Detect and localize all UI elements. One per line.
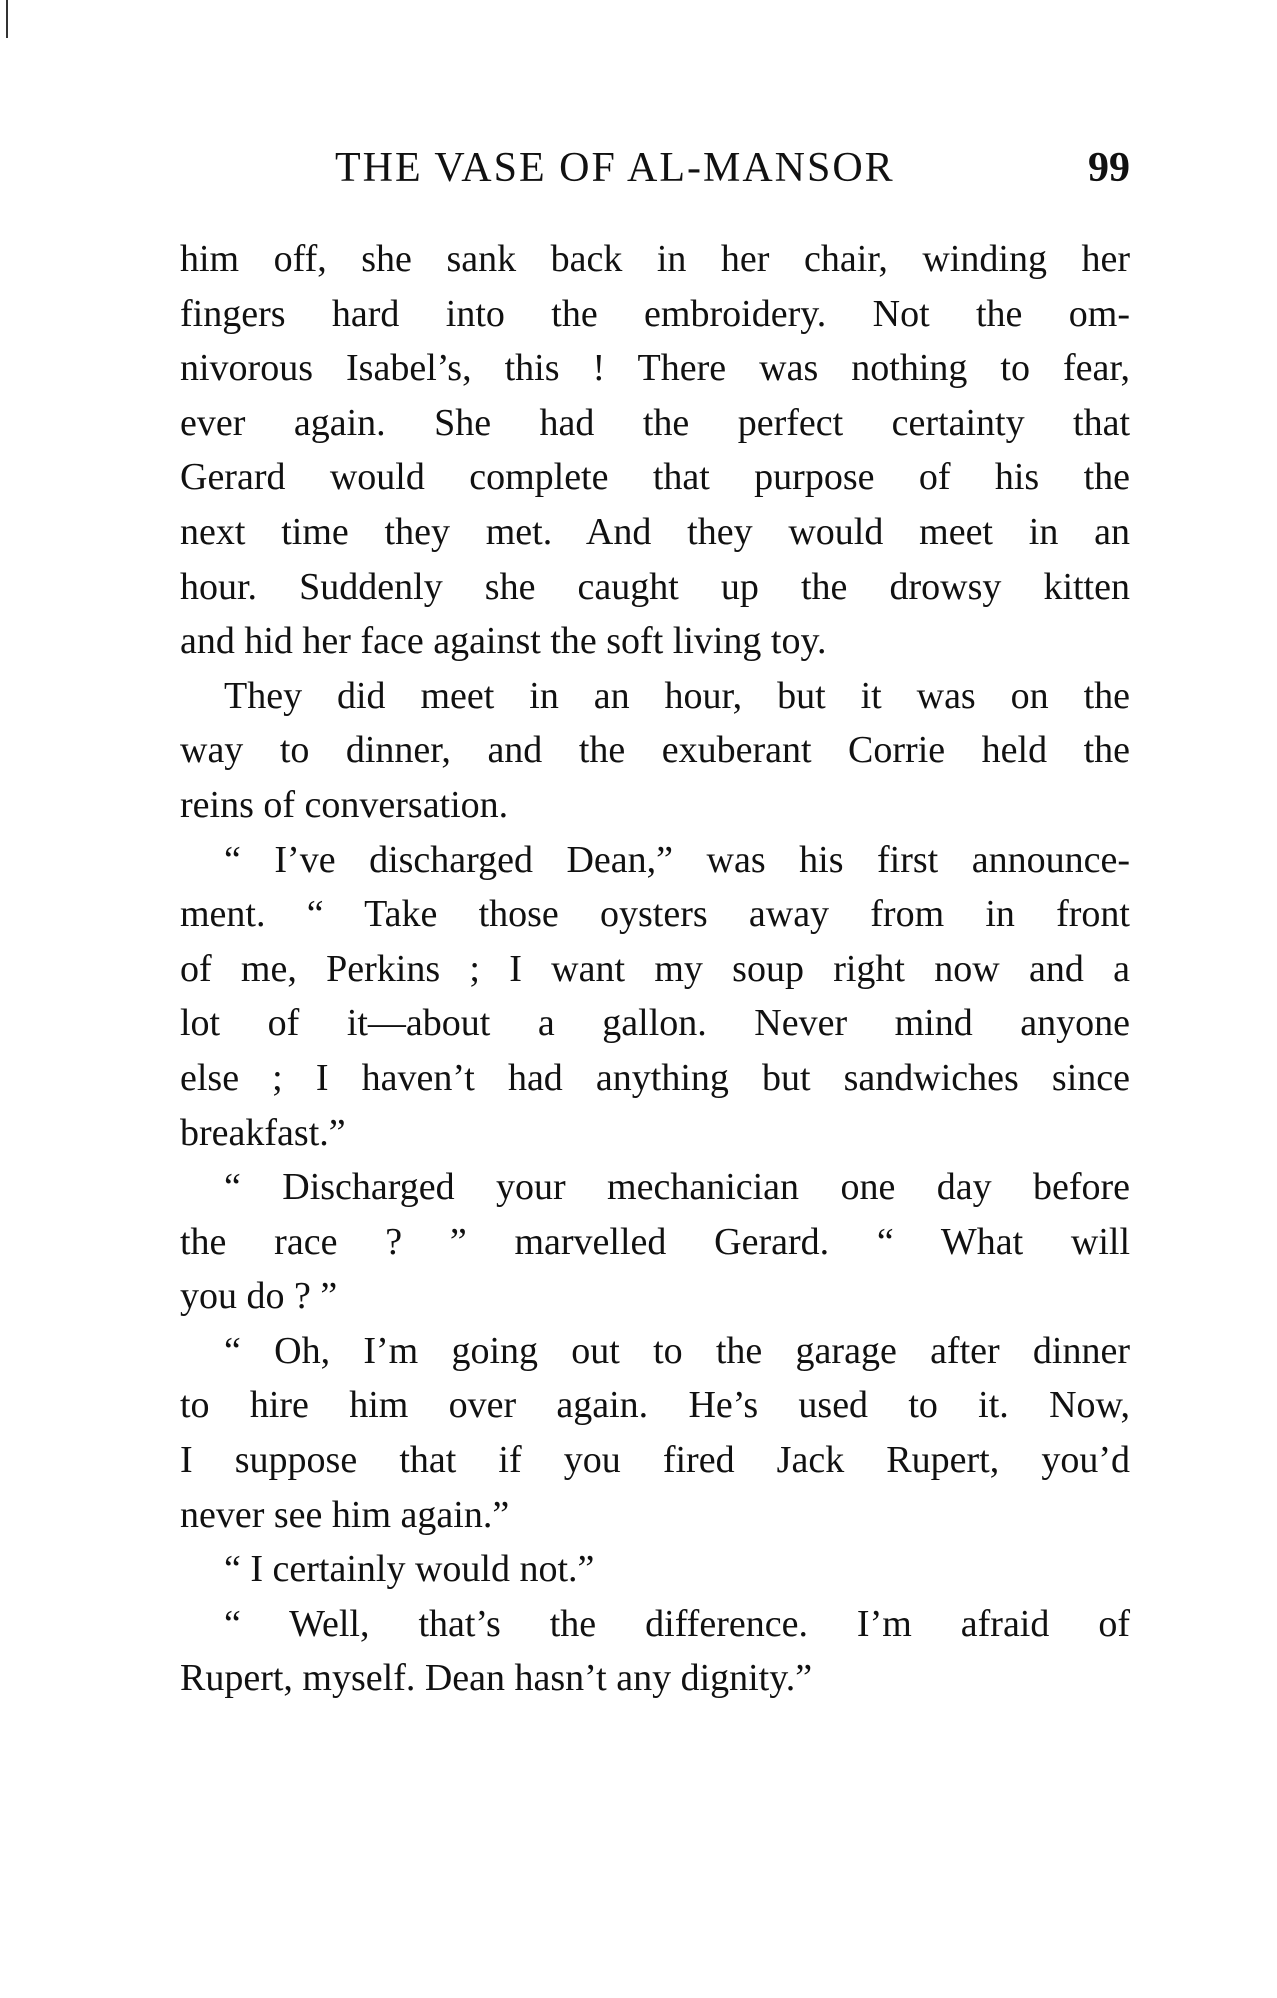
paragraph: [180, 232, 1130, 669]
text-line: to hire him over again. He’s used to it. Now,: [180, 1384, 1130, 1427]
text-line: next time they met. And they would meet in an: [180, 510, 1130, 553]
text-line: way to dinner, and the exuberant Corrie held the: [180, 729, 1130, 772]
body-text: [180, 232, 1130, 1706]
text-line: else ; I haven’t had anything but sandwiches since: [180, 1056, 1130, 1099]
text-line: “ I certainly would not.”: [224, 1548, 595, 1591]
text-line: ever again. She had the perfect certainty that: [180, 401, 1130, 444]
text-line: “ Oh, I’m going out to the garage after dinner: [224, 1329, 1130, 1372]
paragraph: [180, 1597, 1130, 1706]
text-line: “ I’ve discharged Dean,” was his first announce-: [224, 838, 1130, 881]
paragraph: [180, 1160, 1130, 1324]
text-line: him off, she sank back in her chair, winding her: [180, 238, 1130, 280]
paragraph: [180, 833, 1130, 1161]
paragraph: [180, 1324, 1130, 1542]
scan-margin-mark: [6, 0, 8, 38]
text-line: of me, Perkins ; I want my soup right now and a: [180, 947, 1130, 990]
text-line: I suppose that if you fired Jack Rupert, you’d: [180, 1439, 1130, 1482]
text-line: the race ? ” marvelled Gerard. “ What will: [180, 1220, 1130, 1263]
paragraph: [180, 1542, 1130, 1597]
running-title: THE VASE OF AL-MANSOR: [335, 145, 895, 191]
text-line: you do ? ”: [180, 1275, 338, 1318]
text-line: They did meet in an hour, but it was on the: [224, 674, 1130, 717]
text-line: “ Discharged your mechanician one day before: [224, 1166, 1130, 1209]
text-line: nivorous Isabel’s, this ! There was nothing to fear,: [180, 347, 1130, 390]
text-line: hour. Suddenly she caught up the drowsy kitten: [180, 565, 1130, 608]
text-line: never see him again.”: [180, 1493, 510, 1536]
text-line: Rupert, myself. Dean hasn’t any dignity.”: [180, 1657, 813, 1700]
text-line: ment. “ Take those oysters away from in front: [180, 893, 1130, 936]
text-line: lot of it—about a gallon. Never mind anyone: [180, 1002, 1130, 1045]
text-line: Gerard would complete that purpose of his the: [180, 456, 1130, 499]
running-head: [180, 138, 1130, 198]
paragraph: [180, 669, 1130, 833]
text-line: breakfast.”: [180, 1111, 346, 1154]
page-number: 99: [1088, 145, 1130, 191]
text-line: fingers hard into the embroidery. Not the om-: [180, 292, 1130, 335]
text-line: “ Well, that’s the difference. I’m afraid of: [224, 1602, 1130, 1645]
text-line: and hid her face against the soft living toy.: [180, 620, 827, 663]
text-line: reins of conversation.: [180, 783, 509, 826]
